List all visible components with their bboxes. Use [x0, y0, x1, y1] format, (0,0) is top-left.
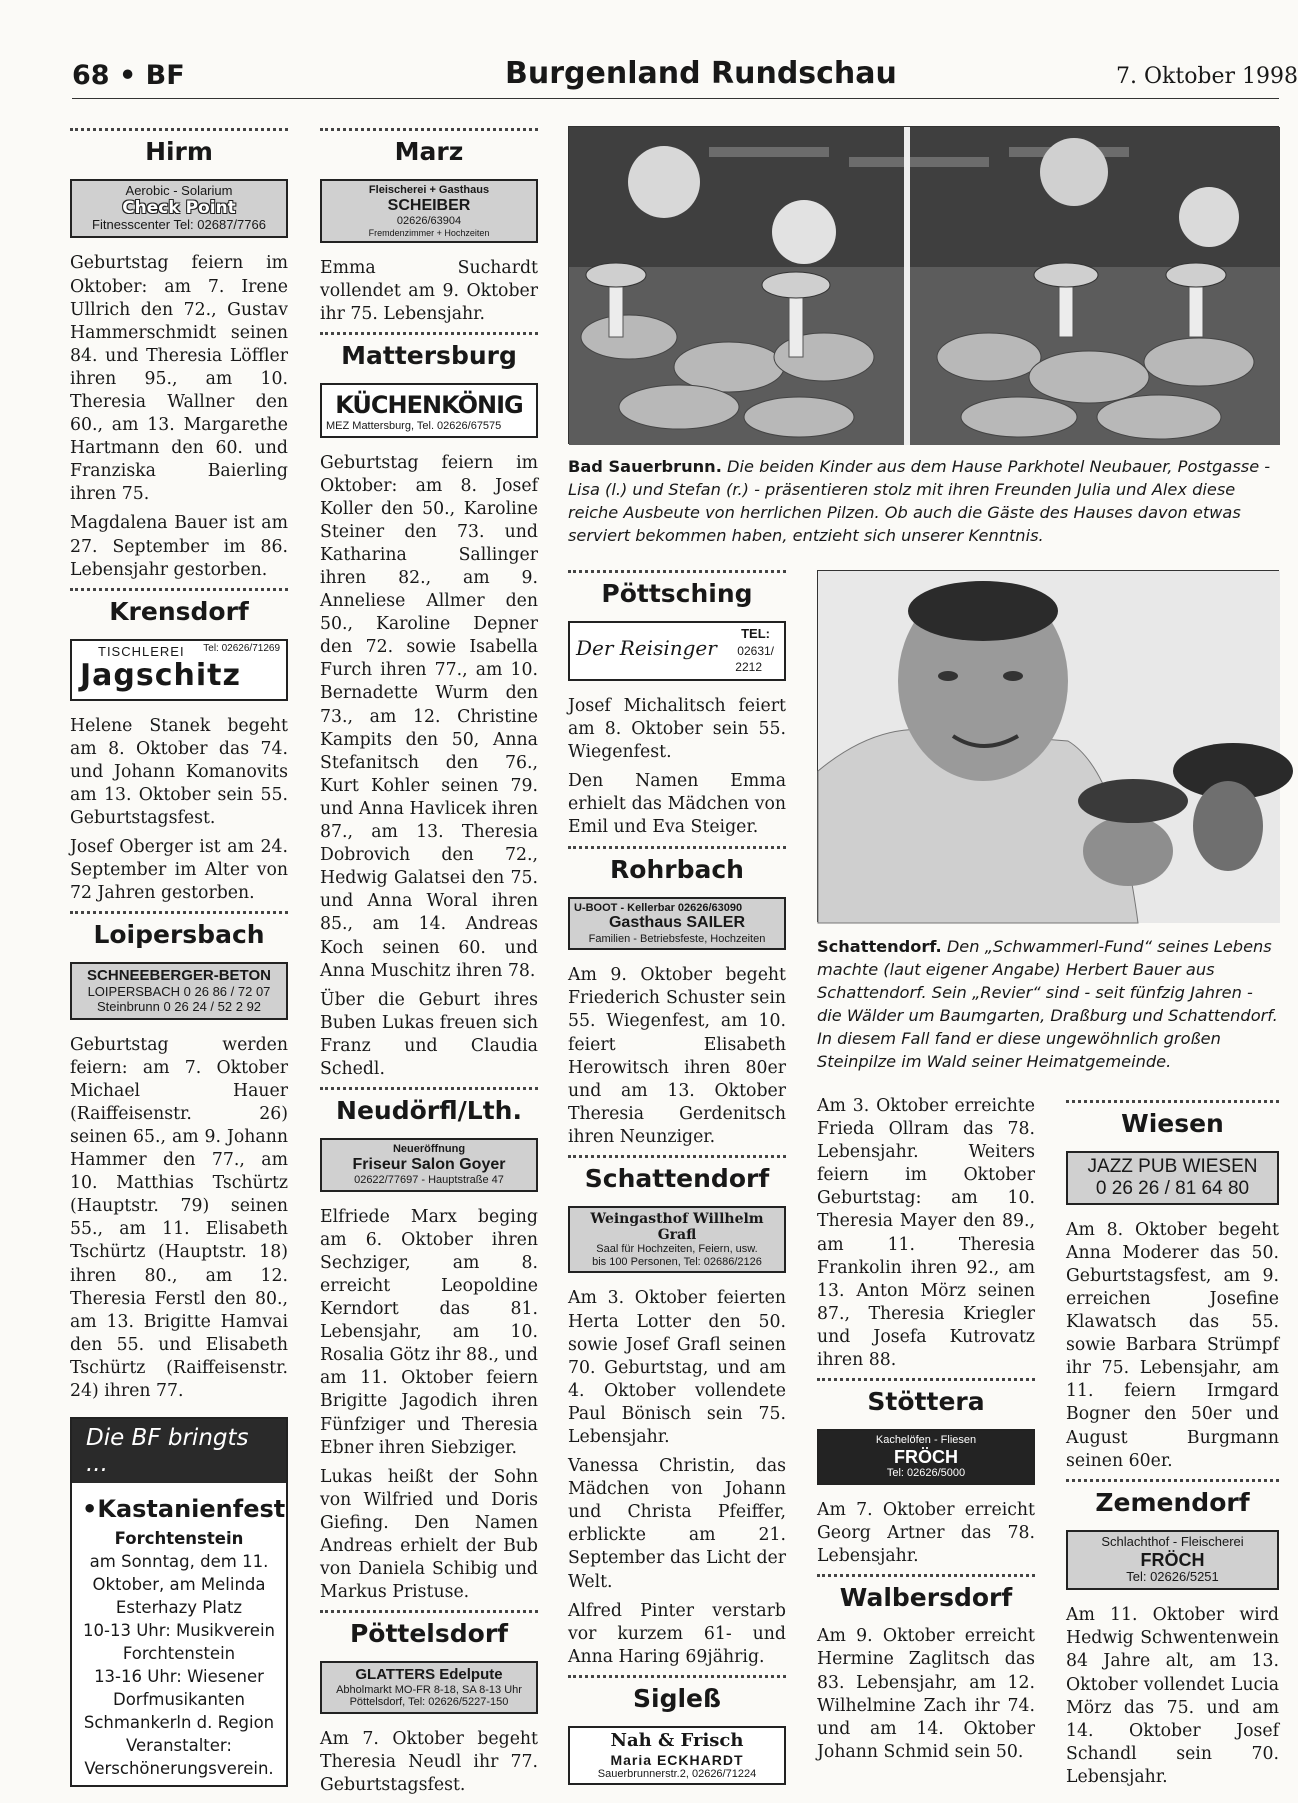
divider [568, 846, 786, 849]
article-walbersdorf: Am 9. Oktober erreicht Hermine Zaglitsch das 83. Lebensjahr, am 12. Wilhelmine Zach ihr 74. und am 14. Oktober Johann Schmid sein 50. [817, 1626, 1035, 1762]
section-title-krensdorf: Krensdorf [109, 596, 249, 626]
section-title-marz: Marz [394, 137, 464, 166]
article-loipersbach: Geburtstag werden feiern: am 7. Oktober Michael Hauer (Raiffeisenstr. 26) seinen 65., am 9. Johann Hammer den 77., am 10. Matthias Tschürtz (Hauptstr. 79) seinen 55., am 11. Elisabeth Tschürtz (Hauptstr. 18) ihren 80., am 12. Theresia Ferstl den 80., am 13. Brigitte Hamvai den 55. und Elisabeth Tschürtz (Raiffeisenstr. 24) ihren 77. [70, 1034, 288, 1402]
article-schattendorf-3: Alfred Pinter verstarb vor kurzem 61- und Anna Haring 69jährig. [568, 1600, 786, 1667]
event-title: •Kastanienfest [82, 1495, 286, 1524]
article-neudoerfl: Elfriede Marx beging am 6. Oktober ihren Sechziger, am 8. erreicht Leopoldine Kerndort das 81. Lebensjahr, am 10. Rosalia Götz ihr 88., und am 11. Oktober feiern Brigitte Jagodich ihren Fünfziger und Theresia Ebner ihren Siebziger. [320, 1206, 538, 1458]
column-4 [817, 1095, 1035, 1770]
photo-caption-schattendorf: Schattendorf. Den „Schwammerl-Fund“ seines Lebens machte (laut eigener Angabe) Herbert Bauer aus Schattendorf. Sein „Revier“ sind - seit fünfzig Jahren - die Wälder um Baumgarten, Draßburg und Schattendorf. In diesem Fall fand er diese ungewöhnlich großen Steinpilze im Wald seiner Heimatgemeinde. [817, 937, 1278, 1071]
newspaper-title: Burgenland Rundschau [505, 56, 897, 91]
photo-herbert-bauer [817, 570, 1279, 922]
section-title-zemendorf: Zemendorf [1095, 1487, 1250, 1517]
article-poettsching-2: Den Namen Emma erhielt das Mädchen von Emil und Eva Steiger. [568, 771, 786, 838]
divider [1066, 1479, 1279, 1482]
section-title-schattendorf: Schattendorf [584, 1163, 770, 1193]
section-title-neudoerfl: Neudörfl/Lth. [336, 1096, 522, 1126]
article-krensdorf: Helene Stanek begeht am 8. Oktober das 74. und Johann Komanovits am 13. Oktober sein 55. Geburtstagsfest. [70, 715, 288, 829]
divider [320, 332, 538, 335]
divider [320, 1610, 538, 1613]
ad-froech-kachelofen: Kachelöfen - Fliesen FRÖCH Tel: 02626/5000 [817, 1429, 1035, 1485]
divider [817, 1378, 1035, 1381]
ad-der-reisinger: Der Reisinger TEL: 02631/ 2212 [568, 621, 786, 681]
article-rohrbach: Am 9. Oktober begeht Friederich Schuster sein 55. Wiegenfest, am 10. feiert Elisabeth Herowitsch ihren 80er und am 13. Oktober Theresia Gerdenitsch ihren Neunziger. [568, 965, 786, 1147]
ad-weingasthof-grafl: Weingasthof Willhelm Grafl Saal für Hochzeiten, Feiern, usw. bis 100 Personen, Tel: 02686/2126 [568, 1206, 786, 1273]
ad-nah-und-frisch: Nah & Frisch Maria ECKHARDT Sauerbrunnerstr.2, 02626/71224 [568, 1726, 786, 1785]
ad-scheiber: Fleischerei + Gasthaus SCHEIBER 02626/63904 Fremdenzimmer + Hochzeiten [320, 179, 538, 243]
article-schattendorf-birthdays: Am 3. Oktober erreichte Frieda Ollram das 78. Lebensjahr. Weiters feiern im Oktober Geburtstag: am 10. Theresia Mayer den 89., am 11. Theresia Frankolin ihren 92., am 13. Anton Mörz seinen 87., Theresia Kriegler und Josefa Kutrovatz ihren 88. [817, 1096, 1035, 1371]
article-schattendorf: Am 3. Oktober feierten Herta Lotter den 50. sowie Josef Grafl seinen 70. Geburtstag, und am 4. Oktober vollendete Paul Bönisch sein 75. Lebensjahr. [568, 1288, 786, 1448]
page-header [0, 0, 1298, 100]
article-poettelsdorf: Am 7. Oktober begeht Theresia Neudl ihr 77. Geburtstagsfest. [320, 1728, 538, 1796]
event-details: Forchtenstein am Sonntag, dem 11. Oktober, am Melinda Esterhazy Platz 10-13 Uhr: Musikverein Forchtenstein 13-16 Uhr: Wiesener Dorfmusikanten Schmankerln d. Region Veranstalter: Verschönerungsverein. [83, 1529, 275, 1779]
ad-gasthaus-sailer: U-BOOT - Kellerbar 02626/63090 Gasthaus SAILER Familien - Betriebsfeste, Hochzeiten [568, 897, 786, 951]
article-zemendorf: Am 11. Oktober wird Hedwig Schwentenwein 84 Jahre alt, am 13. Oktober vollendet Lucia Mörz das 75. und am 14. Oktober Josef Schandl sein 70. Lebensjahr. [1066, 1605, 1279, 1787]
ad-check-point: Aerobic - Solarium Check Point Fitnesscenter Tel: 02687/7766 [70, 179, 288, 238]
ad-jazz-pub-wiesen: JAZZ PUB WIESEN 0 26 26 / 81 64 80 [1066, 1151, 1279, 1205]
divider [320, 1087, 538, 1090]
column-3 [568, 570, 786, 1799]
issue-date: 7. Oktober 1998 [1116, 64, 1298, 89]
divider [568, 1675, 786, 1678]
ad-jagschitz: TISCHLEREI Tel: 02626/71269 Jagschitz [70, 639, 288, 701]
ad-friseur-goyer: Neueröffnung Friseur Salon Goyer 02622/77697 - Hauptstraße 47 [320, 1138, 538, 1192]
article-krensdorf-2: Josef Oberger ist am 24. September im Alter von 72 Jahren gestorben. [70, 837, 288, 904]
photo-caption-bad-sauerbrunn: Bad Sauerbrunn. Die beiden Kinder aus dem Hause Parkhotel Neubauer, Postgasse - Lisa (l.) und Stefan (r.) - präsentieren stolz mit ihren Freunden Julia und Alex diese reiche Ausbeute von herrlichen Pilzen. Ob auch die Gäste des Hauses davon etwas serviert bekommen haben, entzieht sich unserer Kenntnis. [568, 457, 1271, 545]
section-title-poettsching: Pöttsching [601, 579, 753, 608]
section-title-rohrbach: Rohrbach [610, 854, 744, 884]
article-hirm-2: Magdalena Bauer ist am 27. September im 86. Lebensjahr gestorben. [70, 513, 288, 580]
divider [1066, 1100, 1279, 1103]
divider [320, 128, 538, 131]
column-1 [70, 128, 288, 1787]
divider [70, 588, 288, 591]
section-title-stoettera: Stöttera [867, 1387, 985, 1417]
divider [70, 911, 288, 914]
header-rule [72, 98, 1279, 99]
article-schattendorf-2: Vanessa Christin, das Mädchen von Johann und Christa Pfeiffer, erblickte am 21. September das Licht der Welt. [568, 1456, 786, 1592]
column-2 [320, 128, 538, 1803]
page-number: 68 • BF [72, 60, 185, 91]
section-title-walbersdorf: Walbersdorf [839, 1583, 1013, 1613]
divider [568, 1155, 786, 1158]
photo-image [818, 571, 1280, 923]
article-mattersburg: Geburtstag feiern im Oktober: am 8. Josef Koller den 50., Karoline Steiner den 73. und Katharina Sallinger ihren 82., am 9. Anneliese Allmer den 50., Karoline Depner den 72. sowie Isabella Furch ihren 77., am 10. Bernadette Wurm den 73., am 12. Christine Kampits den 50, Anna Stefanitsch den 76., Kurt Kohler seinen 79. und Anna Havlicek ihren 87., am 13. Theresia Dobrovich den 72., Hedwig Galatsei den 75. und Anna Woral ihren 85., am 14. Andreas Koch seinen 60. und Anna Muschitz ihren 78. [320, 452, 538, 981]
ad-froech-schlachthof: Schlachthof - Fleischerei FRÖCH Tel: 02626/5251 [1066, 1530, 1279, 1591]
divider [70, 128, 288, 131]
divider [568, 570, 786, 573]
section-title-sigless: Sigleß [633, 1683, 721, 1713]
box-die-bf-bringts [70, 1417, 288, 1787]
section-title-mattersburg: Mattersburg [341, 341, 517, 371]
article-stoettera: Am 7. Oktober erreicht Georg Artner das 78. Lebensjahr. [817, 1500, 1035, 1567]
column-5 [1066, 1100, 1279, 1795]
section-title-poettelsdorf: Pöttelsdorf [349, 1619, 509, 1649]
article-neudoerfl-2: Lukas heißt der Sohn von Wilfried und Doris Giefing. Den Namen Andreas erhielt der Bub von Daniela Schibig und Markus Pristuse. [320, 1466, 538, 1603]
section-title-hirm: Hirm [145, 137, 213, 166]
ad-glatters-edelpute: GLATTERS Edelpute Abholmarkt MO-FR 8-18, SA 8-13 Uhr Pöttelsdorf, Tel: 02626/5227-150 [320, 1661, 538, 1714]
box-header: Die BF bringts ... [72, 1419, 286, 1483]
section-title-wiesen: Wiesen [1121, 1109, 1224, 1138]
article-hirm: Geburtstag feiern im Oktober: am 7. Irene Ullrich den 72., Gustav Hammerschmidt seinen 84. und Theresia Löffler ihren 95., am 10. Theresia Wallner den 60., am 13. Margarethe Hartmann den 60. und Franziska Baierling ihren 75. [70, 253, 288, 505]
divider [817, 1574, 1035, 1577]
article-poettsching: Josef Michalitsch feiert am 8. Oktober sein 55. Wiegenfest. [568, 696, 786, 763]
photo-image [569, 127, 1280, 445]
article-mattersburg-2: Über die Geburt ihres Buben Lukas freuen sich Franz und Claudia Schedl. [320, 989, 538, 1079]
ad-schneeberger-beton: SCHNEEBERGER-BETON LOIPERSBACH 0 26 86 / 72 07 Steinbrunn 0 26 24 / 52 2 92 [70, 962, 288, 1019]
photo-kids-mushrooms [568, 126, 1279, 444]
article-marz: Emma Suchardt vollendet am 9. Oktober ihr 75. Lebensjahr. [320, 258, 538, 325]
article-wiesen: Am 8. Oktober begeht Anna Moderer das 50. Geburtstagsfest, am 9. erreichen Josefine Klawatsch das 55. sowie Barbara Strümpf ihr 75. Lebensjahr, am 11. feiern Irmgard Bogner den 50er und August Burgmann seinen 60er. [1066, 1219, 1279, 1471]
ad-kuechenkoenig: KÜCHENKÖNIG MEZ Mattersburg, Tel. 02626/67575 [320, 383, 538, 437]
section-title-loipersbach: Loipersbach [93, 920, 265, 950]
